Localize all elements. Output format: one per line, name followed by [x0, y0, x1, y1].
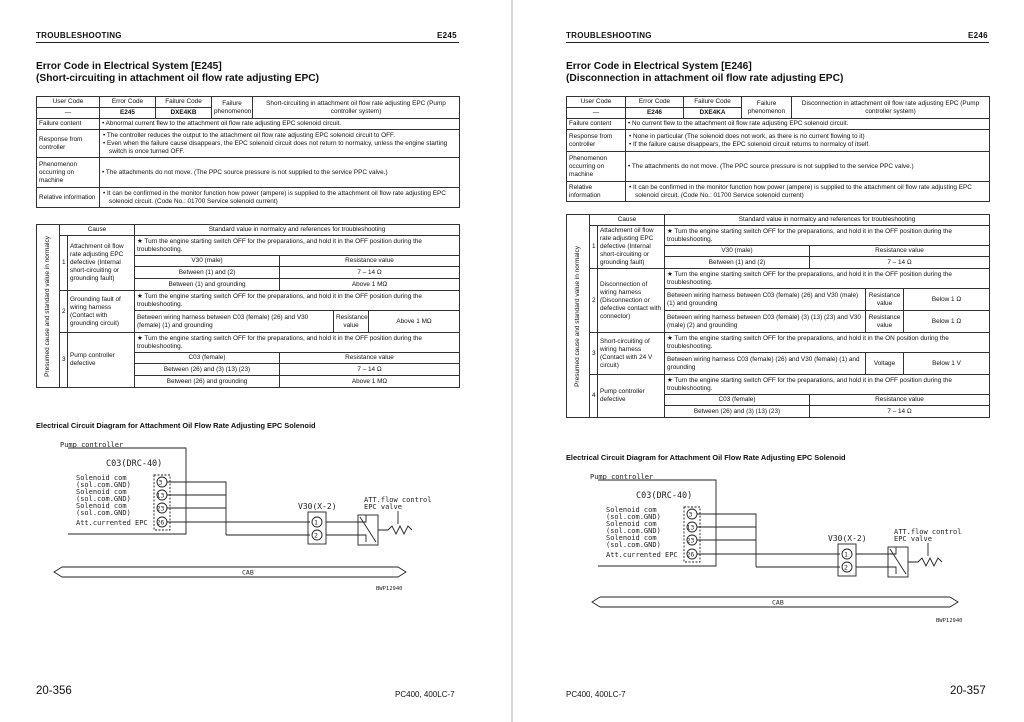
error-code-value: E246 — [626, 108, 684, 119]
user-code-header: User Code — [37, 97, 100, 108]
valve-label-a: ATT.flow control — [364, 496, 432, 504]
machine-label: Phenomenon occurring on machine — [37, 158, 100, 188]
cause-2-r1b: Resistance value — [866, 289, 904, 311]
diagram-title: Electrical Circuit Diagram for Attachment Oil Flow Rate Adjusting EPC Solenoid — [36, 421, 316, 430]
cab-arrow — [54, 567, 406, 577]
cause-1-r1a: Between (1) and (2) — [135, 267, 280, 279]
page-number: 20-357 — [950, 685, 986, 697]
cause-2-text: Disconnection of wiring harness (Disconnection or defective contact with connector) — [598, 269, 665, 333]
controller-label: Pump controller — [590, 473, 654, 481]
cause-3-no: 3 — [60, 333, 68, 388]
sig-3b: (sol.com.GND) — [606, 541, 661, 549]
cause-table — [36, 224, 460, 388]
sig-2a: Solenoid com — [76, 488, 127, 496]
connector-label: C03(DRC-40) — [106, 459, 163, 469]
relative-item: • It can be confirmed in the monitor function how power (ampere) is supplied to the attachment oil flow rate adjusting EPC solenoid circuit. (Code No.: 01700 Service solenoid current) — [103, 189, 446, 205]
cause-header: Cause — [590, 215, 665, 226]
failure-content-label: Failure content — [567, 119, 626, 130]
info-table — [36, 96, 460, 208]
machine-label: Phenomenon occurring on machine — [567, 152, 626, 182]
sig-1b: (sol.com.GND) — [606, 513, 661, 521]
valve-label-b: EPC valve — [894, 535, 932, 543]
error-code-header: Error Code — [100, 97, 156, 108]
response-item-1: • The controller reduces the output to the attachment oil flow rate adjusting EPC solenoid circuit to OFF. — [103, 131, 395, 139]
cause-4-h1: C03 (female) — [665, 395, 810, 406]
machine-text: • The attachments do not move. (The PPC source pressure is not supplied to the service PPC valve.) — [100, 158, 460, 188]
cause-2-no: 2 — [590, 269, 598, 333]
sig-1b: (sol.com.GND) — [76, 481, 131, 489]
sig-3a: Solenoid com — [76, 502, 127, 510]
cause-3-r2b: Above 1 MΩ — [280, 376, 460, 388]
cause-1-note: ★ Turn the engine starting switch OFF for the preparations, and hold it in the OFF position during the troubleshooting. — [665, 226, 990, 246]
epc-valve-spring — [378, 526, 412, 534]
pin-3-label: 3 — [688, 510, 693, 519]
page-number: 20-356 — [36, 685, 72, 697]
v30-label: V30(X-2) — [828, 534, 867, 543]
standard-header: Standard value in normalcy and references for troubleshooting — [665, 215, 990, 226]
response-item-2: • If the failure cause disappears, the EPC solenoid circuit returns to normalcy of itself. — [629, 140, 870, 148]
sig-4: Att.currented EPC — [76, 519, 148, 527]
user-code-header: User Code — [567, 97, 626, 108]
epc-valve-spring — [908, 558, 942, 566]
sig-2b: (sol.com.GND) — [606, 527, 661, 535]
cause-3-no: 3 — [590, 333, 598, 375]
failure-content: • Abnormal current flew to the attachment oil flow rate adjusting EPC solenoid circuit. — [100, 119, 460, 130]
cause-3-r1a: Between wiring harness C03 (female) (26) and V30 (female) (1) and grounding — [665, 353, 866, 375]
figure-code: BWP12940 — [936, 618, 963, 624]
cause-1-text: Attachment oil flow rate adjusting EPC defective (Internal short-circuiting or grounding fault) — [68, 236, 135, 291]
cause-4-r1a: Between (26) and (3) (13) (23) — [665, 406, 810, 418]
gnd-bus-wire — [167, 482, 226, 522]
cause-1-r1b: 7 – 14 Ω — [280, 267, 460, 279]
cause-2-r1c: Above 1 MΩ — [369, 311, 460, 333]
model-label: PC400, 400LC-7 — [395, 690, 455, 699]
failure-content-label: Failure content — [37, 119, 100, 130]
pin-23-label: 23 — [156, 504, 165, 513]
cause-1-r1a: Between (1) and (2) — [665, 257, 810, 269]
connector-label: C03(DRC-40) — [636, 491, 693, 501]
model-label: PC400, 400LC-7 — [566, 690, 626, 699]
sig-2b: (sol.com.GND) — [76, 495, 131, 503]
phenomenon-desc: Short-circuiting in attachment oil flow rate adjusting EPC (Pump controller system) — [253, 97, 460, 119]
header-rule — [36, 42, 459, 43]
cause-4-note: ★ Turn the engine starting switch OFF for the preparations, and hold it in the OFF position during the troubleshooting. — [665, 375, 990, 395]
cause-2-note: ★ Turn the engine starting switch OFF for the preparations, and hold it in the OFF position during the troubleshooting. — [665, 269, 990, 289]
cab-label: CAB — [772, 598, 784, 607]
sig-4: Att.currented EPC — [606, 551, 678, 559]
cause-2-text: Grounding fault of wiring harness (Contact with grounding circuit) — [68, 291, 135, 333]
failure-code-header: Failure Code — [156, 97, 212, 108]
figure-code: BWP12940 — [376, 586, 403, 592]
cause-3-h1: C03 (female) — [135, 353, 280, 364]
cause-4-r1b: 7 – 14 Ω — [810, 406, 990, 418]
v30-wire-1 — [856, 547, 896, 554]
valve-label-a: ATT.flow control — [894, 528, 962, 536]
pin-26-label: 26 — [156, 518, 165, 527]
cause-3-text: Pump controller defective — [68, 333, 135, 388]
cause-1-r2b: Above 1 MΩ — [280, 279, 460, 291]
v30-wire-2 — [326, 535, 366, 542]
cause-1-no: 1 — [60, 236, 68, 291]
cause-3-h2: Resistance value — [280, 353, 460, 364]
cause-4-text: Pump controller defective — [598, 375, 665, 418]
cause-2-r1c: Below 1 Ω — [904, 289, 990, 311]
response-text — [626, 130, 990, 152]
cause-1-note: ★ Turn the engine starting switch OFF for the preparations, and hold it in the OFF position during the troubleshooting. — [135, 236, 460, 256]
failure-code-value: DXE4KA — [684, 108, 742, 119]
response-label: Response from controller — [567, 130, 626, 152]
cause-1-no: 1 — [590, 226, 598, 269]
response-label: Response from controller — [37, 130, 100, 158]
gnd-bus-wire — [697, 514, 756, 554]
cause-side-label — [37, 225, 60, 388]
cause-side-label — [567, 215, 590, 418]
error-code-value: E245 — [100, 108, 156, 119]
cause-header: Cause — [60, 225, 135, 236]
sig-1a: Solenoid com — [606, 506, 657, 514]
title-line-2: (Disconnection in attachment oil flow rate adjusting EPC) — [566, 73, 844, 84]
cause-2-r1a: Between wiring harness between C03 (female) (26) and V30 (female) (1) and grounding — [135, 311, 334, 333]
phenomenon-desc: Disconnection in attachment oil flow rate adjusting EPC (Pump controller system) — [792, 97, 990, 119]
v30-pin-1-label: 1 — [844, 550, 848, 559]
cause-3-r2a: Between (26) and grounding — [135, 376, 280, 388]
cause-2-r2a: Between wiring harness between C03 (female) (3) (13) (23) and V30 (male) (2) and grounding — [665, 311, 866, 333]
relative-text — [100, 188, 460, 208]
relative-text — [626, 182, 990, 202]
controller-label: Pump controller — [60, 441, 124, 449]
cause-2-note: ★ Turn the engine starting switch OFF for the preparations, and hold it in the OFF position during the troubleshooting. — [135, 291, 460, 311]
user-code-value: — — [37, 108, 100, 119]
v30-wire-1 — [326, 515, 366, 522]
cause-2-r1a: Between wiring harness between C03 (female) (26) and V30 (male) (1) and grounding — [665, 289, 866, 311]
cause-2-no: 2 — [60, 291, 68, 333]
sig-3b: (sol.com.GND) — [76, 509, 131, 517]
failure-code-header: Failure Code — [684, 97, 742, 108]
sig-2a: Solenoid com — [606, 520, 657, 528]
header-code: E245 — [437, 31, 457, 40]
relative-item: • It can be confirmed in the monitor function how power (ampere) is supplied to the attachment oil flow rate adjusting EPC solenoid circuit. (Code No.: 01700 Service solenoid current) — [629, 183, 972, 199]
cause-3-r1b: Voltage — [866, 353, 904, 375]
relative-label: Relative information — [567, 182, 626, 202]
pin-23-label: 23 — [686, 536, 695, 545]
cause-1-text: Attachment oil flow rate adjusting EPC defective (Internal short-circuiting or grounding fault) — [598, 226, 665, 269]
cause-2-r2c: Below 1 Ω — [904, 311, 990, 333]
error-code-header: Error Code — [626, 97, 684, 108]
header-section: TROUBLESHOOTING — [566, 31, 652, 40]
pin-13-label: 13 — [686, 523, 695, 532]
failure-code-value: DXE4KB — [156, 108, 212, 119]
cause-1-h1: V30 (male) — [135, 256, 280, 267]
cause-1-h2: Resistance value — [280, 256, 460, 267]
page-left — [0, 0, 511, 722]
valve-label-b: EPC valve — [364, 503, 402, 511]
cause-2-r2b: Resistance value — [866, 311, 904, 333]
epc-valve-diagonal — [360, 517, 376, 542]
user-code-value: — — [567, 108, 626, 119]
cause-1-h1: V30 (male) — [665, 246, 810, 257]
v30-pin-1-label: 1 — [314, 518, 318, 527]
circuit-diagram — [36, 438, 476, 598]
standard-header: Standard value in normalcy and references for troubleshooting — [135, 225, 460, 236]
machine-text: • The attachments do not move. (The PPC source pressure is not supplied to the service PPC valve.) — [626, 152, 990, 182]
v30-pin-2-label: 2 — [314, 531, 318, 540]
cause-table — [566, 214, 990, 418]
cause-2-r1b: Resistance value — [334, 311, 369, 333]
title-line-1: Error Code in Electrical System [E245] — [36, 61, 222, 72]
page-title — [36, 61, 319, 85]
cause-3-text: Short-circuiting of wiring harness (Contact with 24 V circuit) — [598, 333, 665, 375]
failure-content: • No current flew to the attachment oil flow rate adjusting EPC solenoid circuit. — [626, 119, 990, 130]
cause-3-r1a: Between (26) and (3) (13) (23) — [135, 364, 280, 376]
v30-wire-2 — [856, 567, 896, 574]
title-line-2: (Short-circuiting in attachment oil flow rate adjusting EPC) — [36, 73, 320, 84]
pin-26-label: 26 — [686, 550, 695, 559]
page-title — [566, 61, 843, 85]
cause-3-note: ★ Turn the engine starting switch OFF for the preparations, and hold it in the OFF position during the troubleshooting. — [135, 333, 460, 353]
response-item-1: • None in particular (The solenoid does not work, as there is no current flowing to it) — [629, 132, 865, 140]
cause-3-r1c: Below 1 V — [904, 353, 990, 375]
diagram-title: Electrical Circuit Diagram for Attachment Oil Flow Rate Adjusting EPC Solenoid — [566, 453, 846, 462]
cause-3-r1b: 7 – 14 Ω — [280, 364, 460, 376]
cause-1-r2a: Between (1) and grounding — [135, 279, 280, 291]
cause-4-h2: Resistance value — [810, 395, 990, 406]
pin-3-label: 3 — [158, 478, 163, 487]
side-label-text: Presumed cause and standard value in normalcy — [574, 245, 581, 387]
header-section: TROUBLESHOOTING — [36, 31, 122, 40]
relative-label: Relative information — [37, 188, 100, 208]
v30-pin-2-label: 2 — [844, 563, 848, 572]
sig-1a: Solenoid com — [76, 474, 127, 482]
cause-1-h2: Resistance value — [810, 246, 990, 257]
cab-label: CAB — [242, 568, 254, 577]
sig-3a: Solenoid com — [606, 534, 657, 542]
cause-1-r1b: 7 – 14 Ω — [810, 257, 990, 269]
side-label-text: Presumed cause and standard value in normalcy — [44, 235, 51, 377]
info-table — [566, 96, 990, 202]
response-text — [100, 130, 460, 158]
response-item-2: • Even when the failure cause disappears, the EPC solenoid circuit does not return to normalcy, unless the engine starting switch is once turned OFF. — [103, 139, 448, 155]
epc-valve-diagonal — [890, 549, 906, 574]
circuit-diagram — [566, 470, 1006, 630]
phenomenon-header: Failure phenomenon — [212, 97, 253, 119]
page-right — [513, 0, 1024, 722]
cause-4-no: 4 — [590, 375, 598, 418]
header-rule — [566, 42, 989, 43]
v30-label: V30(X-2) — [298, 502, 337, 511]
pin-13-label: 13 — [156, 491, 165, 500]
title-line-1: Error Code in Electrical System [E246] — [566, 61, 752, 72]
phenomenon-header: Failure phenomenon — [742, 97, 792, 119]
cause-3-note: ★ Turn the engine starting switch OFF for the preparations, and hold it in the ON position during the troubleshooting. — [665, 333, 990, 353]
header-code: E246 — [968, 31, 988, 40]
